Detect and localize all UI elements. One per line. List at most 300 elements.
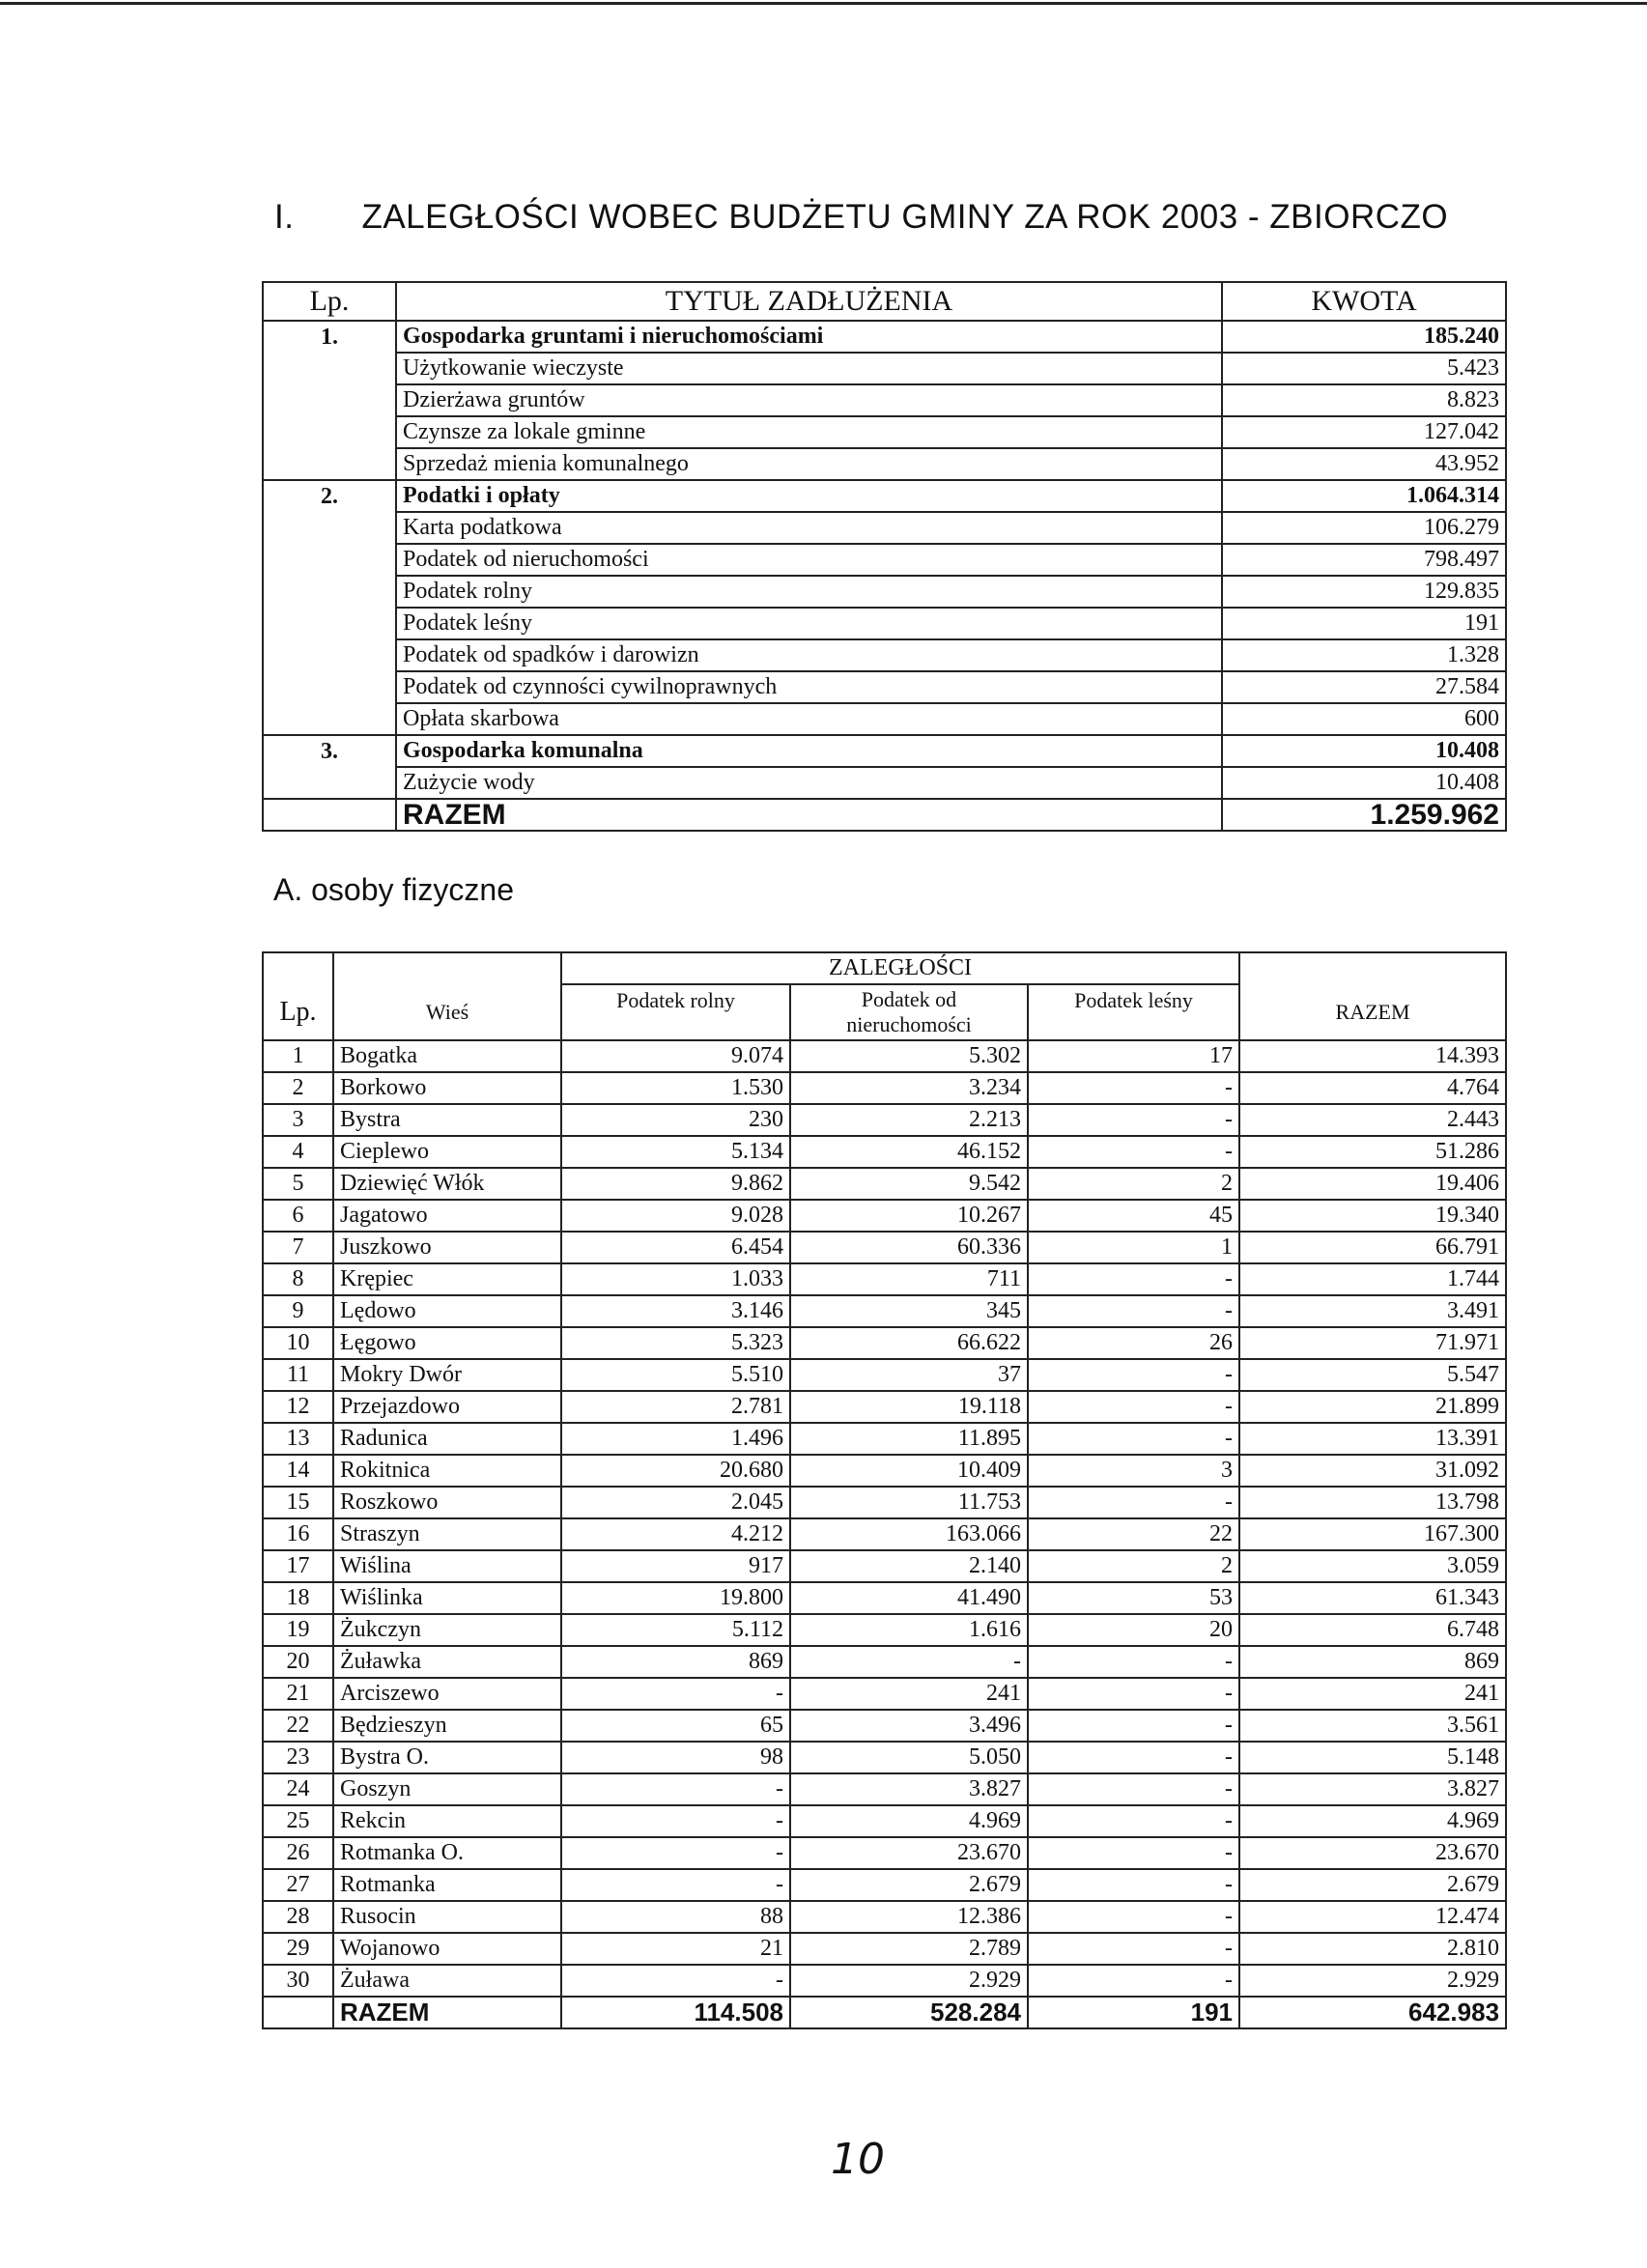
summary-label: Podatek od nieruchomości [396, 544, 1222, 576]
row-forest-tax: - [1028, 1869, 1239, 1901]
table-row [263, 1455, 1506, 1487]
row-forest-tax: - [1028, 1423, 1239, 1455]
row-agri-tax: 869 [561, 1646, 790, 1678]
summary-value: 106.279 [1222, 512, 1506, 544]
row-total: 6.748 [1239, 1614, 1506, 1646]
row-forest-tax: 22 [1028, 1518, 1239, 1550]
row-forest-tax: 2 [1028, 1168, 1239, 1200]
row-agri-tax: - [561, 1805, 790, 1837]
row-agri-tax: 19.800 [561, 1582, 790, 1614]
summary-lp [263, 512, 396, 544]
row-lp: 13 [263, 1423, 333, 1455]
row-total: 3.491 [1239, 1295, 1506, 1327]
row-forest-tax: - [1028, 1710, 1239, 1742]
row-lp: 30 [263, 1965, 333, 1997]
row-village: Radunica [333, 1423, 561, 1455]
summary-lp [263, 544, 396, 576]
row-total: 869 [1239, 1646, 1506, 1678]
row-property-tax: 5.050 [790, 1742, 1028, 1773]
row-village: Mokry Dwór [333, 1359, 561, 1391]
row-lp: 3 [263, 1104, 333, 1136]
table-row [263, 1933, 1506, 1965]
row-property-tax: 66.622 [790, 1327, 1028, 1359]
table-row [263, 1869, 1506, 1901]
row-total: 31.092 [1239, 1455, 1506, 1487]
row-forest-tax: - [1028, 1646, 1239, 1678]
row-agri-tax: 20.680 [561, 1455, 790, 1487]
village-body [263, 1040, 1506, 1997]
row-agri-tax: 21 [561, 1933, 790, 1965]
summary-row [263, 353, 1506, 384]
summary-row [263, 321, 1506, 353]
row-forest-tax: - [1028, 1805, 1239, 1837]
row-agri-tax: - [561, 1965, 790, 1997]
row-village: Przejazdowo [333, 1391, 561, 1423]
row-total: 167.300 [1239, 1518, 1506, 1550]
summary-row [263, 671, 1506, 703]
row-lp: 7 [263, 1232, 333, 1263]
table-row [263, 1327, 1506, 1359]
row-total: 4.969 [1239, 1805, 1506, 1837]
summary-row [263, 512, 1506, 544]
row-agri-tax: 88 [561, 1901, 790, 1933]
row-property-tax: 60.336 [790, 1232, 1028, 1263]
row-property-tax: 9.542 [790, 1168, 1028, 1200]
row-forest-tax: - [1028, 1391, 1239, 1423]
header-village-top [333, 952, 561, 984]
row-property-tax: 19.118 [790, 1391, 1028, 1423]
table-row [263, 1518, 1506, 1550]
row-forest-tax: - [1028, 1837, 1239, 1869]
row-lp: 26 [263, 1837, 333, 1869]
page-title [274, 198, 1448, 237]
table-row [263, 1614, 1506, 1646]
row-property-tax: 711 [790, 1263, 1028, 1295]
row-agri-tax: 3.146 [561, 1295, 790, 1327]
row-village: Dziewięć Włók [333, 1168, 561, 1200]
row-total: 61.343 [1239, 1582, 1506, 1614]
row-forest-tax: - [1028, 1742, 1239, 1773]
row-agri-tax: 5.134 [561, 1136, 790, 1168]
row-agri-tax: 98 [561, 1742, 790, 1773]
table-row [263, 1646, 1506, 1678]
header-property-tax: Podatek od nieruchomości [790, 984, 1028, 1040]
summary-lp [263, 576, 396, 608]
header-total: RAZEM [1239, 984, 1506, 1040]
summary-lp [263, 608, 396, 639]
row-lp: 24 [263, 1773, 333, 1805]
summary-label: Podatek od spadków i darowizn [396, 639, 1222, 671]
summary-value: 10.408 [1222, 767, 1506, 799]
row-agri-tax: - [561, 1869, 790, 1901]
row-forest-tax: - [1028, 1933, 1239, 1965]
row-total: 2.810 [1239, 1933, 1506, 1965]
total-property: 528.284 [790, 1997, 1028, 2028]
header-total-top [1239, 952, 1506, 984]
summary-value: 1.064.314 [1222, 480, 1506, 512]
row-total: 12.474 [1239, 1901, 1506, 1933]
row-lp: 9 [263, 1295, 333, 1327]
row-total: 21.899 [1239, 1391, 1506, 1423]
row-agri-tax: 1.496 [561, 1423, 790, 1455]
row-forest-tax: 2 [1028, 1550, 1239, 1582]
header-amount: KWOTA [1222, 282, 1506, 321]
row-agri-tax: 1.530 [561, 1072, 790, 1104]
summary-row [263, 608, 1506, 639]
row-lp: 12 [263, 1391, 333, 1423]
summary-row [263, 767, 1506, 799]
summary-row [263, 448, 1506, 480]
row-village: Rekcin [333, 1805, 561, 1837]
summary-value: 129.835 [1222, 576, 1506, 608]
row-agri-tax: 5.323 [561, 1327, 790, 1359]
summary-value: 1.328 [1222, 639, 1506, 671]
summary-lp: 1. [263, 321, 396, 353]
row-lp: 20 [263, 1646, 333, 1678]
row-total: 241 [1239, 1678, 1506, 1710]
row-village: Rotmanka [333, 1869, 561, 1901]
row-property-tax: 11.895 [790, 1423, 1028, 1455]
row-village: Wiślina [333, 1550, 561, 1582]
header-row-bottom [263, 984, 1506, 1040]
summary-label: Opłata skarbowa [396, 703, 1222, 735]
row-lp: 10 [263, 1327, 333, 1359]
summary-lp [263, 703, 396, 735]
row-total: 14.393 [1239, 1040, 1506, 1072]
summary-label: Gospodarka gruntami i nieruchomościami [396, 321, 1222, 353]
row-village: Jagatowo [333, 1200, 561, 1232]
header-lp: Lp. [263, 984, 333, 1040]
table-row [263, 1550, 1506, 1582]
row-village: Żukczyn [333, 1614, 561, 1646]
summary-lp [263, 384, 396, 416]
summary-body [263, 321, 1506, 831]
row-total: 3.059 [1239, 1550, 1506, 1582]
summary-value: 798.497 [1222, 544, 1506, 576]
row-forest-tax: 17 [1028, 1040, 1239, 1072]
row-village: Cieplewo [333, 1136, 561, 1168]
table-row [263, 1200, 1506, 1232]
summary-label: Sprzedaż mienia komunalnego [396, 448, 1222, 480]
table-row [263, 1582, 1506, 1614]
row-forest-tax: - [1028, 1104, 1239, 1136]
row-property-tax: 241 [790, 1678, 1028, 1710]
row-lp: 16 [263, 1518, 333, 1550]
table-row [263, 1040, 1506, 1072]
row-total: 13.391 [1239, 1423, 1506, 1455]
table-row [263, 1773, 1506, 1805]
row-village: Bystra O. [333, 1742, 561, 1773]
summary-row [263, 416, 1506, 448]
summary-row [263, 576, 1506, 608]
row-agri-tax: - [561, 1837, 790, 1869]
row-village: Wiślinka [333, 1582, 561, 1614]
row-total: 4.764 [1239, 1072, 1506, 1104]
top-edge-line [0, 2, 1647, 5]
header-lp-top [263, 952, 333, 984]
table-row [263, 1837, 1506, 1869]
row-property-tax: 3.234 [790, 1072, 1028, 1104]
row-forest-tax: - [1028, 1295, 1239, 1327]
summary-total-lp [263, 799, 396, 831]
row-property-tax: 10.409 [790, 1455, 1028, 1487]
summary-total-label: RAZEM [396, 799, 1222, 831]
row-property-tax: 3.496 [790, 1710, 1028, 1742]
row-property-tax: - [790, 1646, 1028, 1678]
row-lp: 29 [263, 1933, 333, 1965]
table-row [263, 1805, 1506, 1837]
row-lp: 19 [263, 1614, 333, 1646]
row-village: Rotmanka O. [333, 1837, 561, 1869]
header-lp: Lp. [263, 282, 396, 321]
row-agri-tax: - [561, 1773, 790, 1805]
row-agri-tax: 5.510 [561, 1359, 790, 1391]
row-lp: 2 [263, 1072, 333, 1104]
row-agri-tax: 917 [561, 1550, 790, 1582]
table-row [263, 1295, 1506, 1327]
row-lp: 17 [263, 1550, 333, 1582]
header-village: Wieś [333, 984, 561, 1040]
summary-label: Podatek od czynności cywilnoprawnych [396, 671, 1222, 703]
village-arrears-table [262, 951, 1507, 2029]
summary-label: Gospodarka komunalna [396, 735, 1222, 767]
row-property-tax: 41.490 [790, 1582, 1028, 1614]
summary-header-row [263, 282, 1506, 321]
row-lp: 22 [263, 1710, 333, 1742]
row-agri-tax: 9.028 [561, 1200, 790, 1232]
row-lp: 5 [263, 1168, 333, 1200]
row-village: Borkowo [333, 1072, 561, 1104]
summary-label: Podatek leśny [396, 608, 1222, 639]
row-total: 23.670 [1239, 1837, 1506, 1869]
summary-value: 10.408 [1222, 735, 1506, 767]
row-village: Będzieszyn [333, 1710, 561, 1742]
row-forest-tax: - [1028, 1263, 1239, 1295]
row-forest-tax: - [1028, 1487, 1239, 1518]
row-village: Goszyn [333, 1773, 561, 1805]
title-number: I. [274, 198, 295, 236]
row-lp: 6 [263, 1200, 333, 1232]
table-row [263, 1232, 1506, 1263]
row-agri-tax: 5.112 [561, 1614, 790, 1646]
table-row [263, 1072, 1506, 1104]
row-forest-tax: - [1028, 1136, 1239, 1168]
row-property-tax: 2.213 [790, 1104, 1028, 1136]
summary-total-value: 1.259.962 [1222, 799, 1506, 831]
summary-value: 5.423 [1222, 353, 1506, 384]
row-agri-tax: 230 [561, 1104, 790, 1136]
row-lp: 27 [263, 1869, 333, 1901]
row-property-tax: 1.616 [790, 1614, 1028, 1646]
summary-lp [263, 448, 396, 480]
table-row [263, 1742, 1506, 1773]
row-property-tax: 345 [790, 1295, 1028, 1327]
total-forest: 191 [1028, 1997, 1239, 2028]
row-village: Wojanowo [333, 1933, 561, 1965]
summary-lp: 3. [263, 735, 396, 767]
table-row [263, 1168, 1506, 1200]
row-property-tax: 4.969 [790, 1805, 1028, 1837]
row-village: Łęgowo [333, 1327, 561, 1359]
row-lp: 8 [263, 1263, 333, 1295]
row-total: 2.443 [1239, 1104, 1506, 1136]
row-agri-tax: 1.033 [561, 1263, 790, 1295]
row-agri-tax: - [561, 1678, 790, 1710]
summary-value: 600 [1222, 703, 1506, 735]
row-total: 3.827 [1239, 1773, 1506, 1805]
row-village: Żuława [333, 1965, 561, 1997]
village-total-row [263, 1997, 1506, 2028]
section-heading: A. osoby fizyczne [273, 872, 514, 907]
row-forest-tax: - [1028, 1072, 1239, 1104]
page-number: 10 [831, 2135, 885, 2184]
table-row [263, 1678, 1506, 1710]
row-lp: 11 [263, 1359, 333, 1391]
row-property-tax: 2.929 [790, 1965, 1028, 1997]
row-property-tax: 2.140 [790, 1550, 1028, 1582]
row-lp: 21 [263, 1678, 333, 1710]
row-village: Roszkowo [333, 1487, 561, 1518]
row-total: 19.406 [1239, 1168, 1506, 1200]
row-property-tax: 46.152 [790, 1136, 1028, 1168]
row-lp: 25 [263, 1805, 333, 1837]
row-forest-tax: 53 [1028, 1582, 1239, 1614]
total-lp [263, 1997, 333, 2028]
summary-lp [263, 416, 396, 448]
row-village: Rusocin [333, 1901, 561, 1933]
row-property-tax: 11.753 [790, 1487, 1028, 1518]
summary-lp [263, 353, 396, 384]
row-agri-tax: 9.074 [561, 1040, 790, 1072]
row-agri-tax: 2.781 [561, 1391, 790, 1423]
summary-label: Podatek rolny [396, 576, 1222, 608]
row-forest-tax: 1 [1028, 1232, 1239, 1263]
header-title: TYTUŁ ZADŁUŻENIA [396, 282, 1222, 321]
row-village: Juszkowo [333, 1232, 561, 1263]
row-agri-tax: 2.045 [561, 1487, 790, 1518]
row-property-tax: 37 [790, 1359, 1028, 1391]
row-total: 71.971 [1239, 1327, 1506, 1359]
summary-lp [263, 671, 396, 703]
summary-value: 43.952 [1222, 448, 1506, 480]
summary-label: Użytkowanie wieczyste [396, 353, 1222, 384]
row-total: 5.547 [1239, 1359, 1506, 1391]
summary-label: Dzierżawa gruntów [396, 384, 1222, 416]
summary-label: Podatki i opłaty [396, 480, 1222, 512]
row-forest-tax: - [1028, 1901, 1239, 1933]
summary-lp [263, 767, 396, 799]
row-total: 13.798 [1239, 1487, 1506, 1518]
row-property-tax: 12.386 [790, 1901, 1028, 1933]
row-agri-tax: 4.212 [561, 1518, 790, 1550]
summary-row [263, 480, 1506, 512]
row-total: 19.340 [1239, 1200, 1506, 1232]
row-lp: 1 [263, 1040, 333, 1072]
row-forest-tax: - [1028, 1965, 1239, 1997]
row-total: 1.744 [1239, 1263, 1506, 1295]
row-property-tax: 163.066 [790, 1518, 1028, 1550]
row-property-tax: 23.670 [790, 1837, 1028, 1869]
row-total: 2.679 [1239, 1869, 1506, 1901]
summary-label: Zużycie wody [396, 767, 1222, 799]
row-property-tax: 5.302 [790, 1040, 1028, 1072]
row-village: Bystra [333, 1104, 561, 1136]
row-village: Arciszewo [333, 1678, 561, 1710]
header-arrears-group: ZALEGŁOŚCI [561, 952, 1239, 984]
summary-value: 27.584 [1222, 671, 1506, 703]
title-text: ZALEGŁOŚCI WOBEC BUDŻETU GMINY ZA ROK 2003 - ZBIORCZO [361, 198, 1449, 236]
table-row [263, 1423, 1506, 1455]
summary-debt-table [262, 281, 1507, 832]
row-property-tax: 3.827 [790, 1773, 1028, 1805]
summary-value: 8.823 [1222, 384, 1506, 416]
row-lp: 4 [263, 1136, 333, 1168]
row-forest-tax: - [1028, 1678, 1239, 1710]
row-forest-tax: - [1028, 1773, 1239, 1805]
summary-value: 127.042 [1222, 416, 1506, 448]
row-lp: 15 [263, 1487, 333, 1518]
row-property-tax: 2.789 [790, 1933, 1028, 1965]
summary-row [263, 735, 1506, 767]
summary-row [263, 703, 1506, 735]
table-row [263, 1104, 1506, 1136]
row-total: 5.148 [1239, 1742, 1506, 1773]
summary-lp: 2. [263, 480, 396, 512]
table-row [263, 1710, 1506, 1742]
row-forest-tax: 20 [1028, 1614, 1239, 1646]
total-agri: 114.508 [561, 1997, 790, 2028]
row-village: Lędowo [333, 1295, 561, 1327]
summary-label: Czynsze za lokale gminne [396, 416, 1222, 448]
summary-total-row [263, 799, 1506, 831]
row-agri-tax: 6.454 [561, 1232, 790, 1263]
row-forest-tax: 45 [1028, 1200, 1239, 1232]
row-total: 2.929 [1239, 1965, 1506, 1997]
row-village: Straszyn [333, 1518, 561, 1550]
summary-row [263, 639, 1506, 671]
row-total: 66.791 [1239, 1232, 1506, 1263]
header-row-top [263, 952, 1506, 984]
table-row [263, 1965, 1506, 1997]
row-total: 3.561 [1239, 1710, 1506, 1742]
row-village: Krępiec [333, 1263, 561, 1295]
header-agri-tax: Podatek rolny [561, 984, 790, 1040]
row-village: Żuławka [333, 1646, 561, 1678]
row-total: 51.286 [1239, 1136, 1506, 1168]
row-village: Bogatka [333, 1040, 561, 1072]
summary-lp [263, 639, 396, 671]
row-lp: 28 [263, 1901, 333, 1933]
summary-value: 191 [1222, 608, 1506, 639]
row-forest-tax: - [1028, 1359, 1239, 1391]
summary-label: Karta podatkowa [396, 512, 1222, 544]
header-forest-tax: Podatek leśny [1028, 984, 1239, 1040]
row-agri-tax: 65 [561, 1710, 790, 1742]
row-forest-tax: 3 [1028, 1455, 1239, 1487]
table-row [263, 1391, 1506, 1423]
table-row [263, 1487, 1506, 1518]
row-lp: 23 [263, 1742, 333, 1773]
table-row [263, 1263, 1506, 1295]
row-lp: 14 [263, 1455, 333, 1487]
summary-row [263, 384, 1506, 416]
row-property-tax: 2.679 [790, 1869, 1028, 1901]
row-forest-tax: 26 [1028, 1327, 1239, 1359]
row-village: Rokitnica [333, 1455, 561, 1487]
row-property-tax: 10.267 [790, 1200, 1028, 1232]
total-label: RAZEM [333, 1997, 561, 2028]
summary-value: 185.240 [1222, 321, 1506, 353]
